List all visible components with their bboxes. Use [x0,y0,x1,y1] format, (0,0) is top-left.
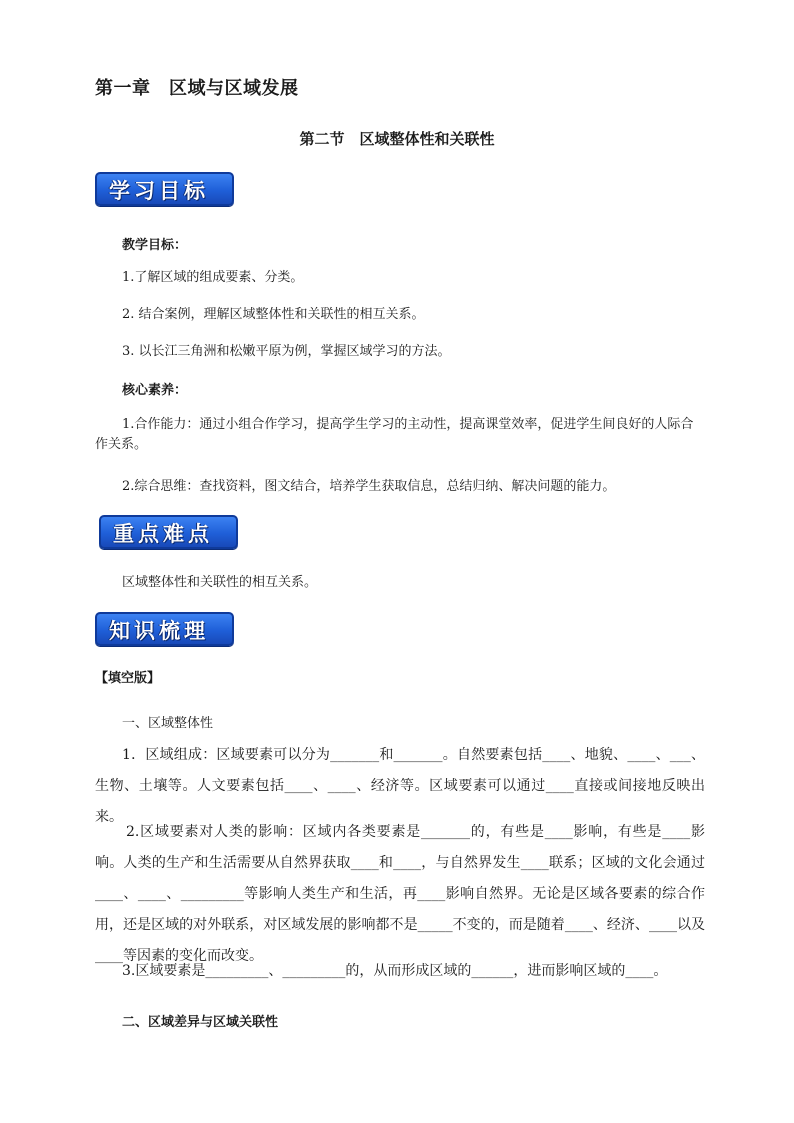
chapter-title: 第一章 区域与区域发展 [95,78,299,99]
literacy-item-2: 2.综合思维：查找资料，图文结合，培养学生获取信息，总结归纳、解决问题的能力。 [122,479,616,494]
objectives-badge-label: 学习目标 [109,179,209,203]
heading-regional-difference: 二、区域差异与区域关联性 [122,1015,279,1030]
paragraph-regional-composition: 1．区域组成：区域要素可以分为_______和_______。自然要素包括____、地貌、____、___、生物、土壤等。人文要素包括____、____、经济等。区域要素可以通过____直接或间接地反映出来。 [95,747,705,825]
core-literacy-label: 核心素养： [122,383,188,398]
key-points-badge-label: 重点难点 [113,522,213,546]
section-title: 第二节 区域整体性和关联性 [299,130,495,148]
objectives-badge [95,172,234,206]
literacy-item-1: 1.合作能力：通过小组合作学习，提高学生学习的主动性，提高课堂效率，促进学生间良好的人际合作关系。 [95,417,694,452]
knowledge-badge-label: 知识梳理 [109,619,209,643]
objective-item-1: 1.了解区域的组成要素、分类。 [122,270,304,285]
paragraph-element-relation: 3.区域要素是_________、_________的，从而形成区域的______，进而影响区域的____。 [122,963,668,979]
heading-regional-integrity: 一、区域整体性 [122,716,214,731]
paragraph-element-influence: 2.区域要素对人类的影响：区域内各类要素是_______的，有些是____影响，有些是____影响。人类的生产和生活需要从自然界获取____和____，与自然界发生____联系；区域的文化会通过____、____、_________等影响人类生产和生活，再____影响自然界。无论是区域各要素的综合作用，还是区域的对外联系，对区域发展的影响都不是_____不变的，而是随着____、经济、____以及____等因素的变化而改变。 [95,824,705,964]
objective-item-3: 3. 以长江三角洲和松嫩平原为例，掌握区域学习的方法。 [122,344,451,359]
teaching-objectives-label: 教学目标： [122,238,188,253]
key-points-badge [99,515,238,549]
fill-version-label: 【填空版】 [95,671,161,686]
knowledge-badge [95,612,234,646]
objective-item-2: 2. 结合案例，理解区域整体性和关联性的相互关系。 [122,307,425,322]
key-points-text: 区域整体性和关联性的相互关系。 [122,575,318,590]
